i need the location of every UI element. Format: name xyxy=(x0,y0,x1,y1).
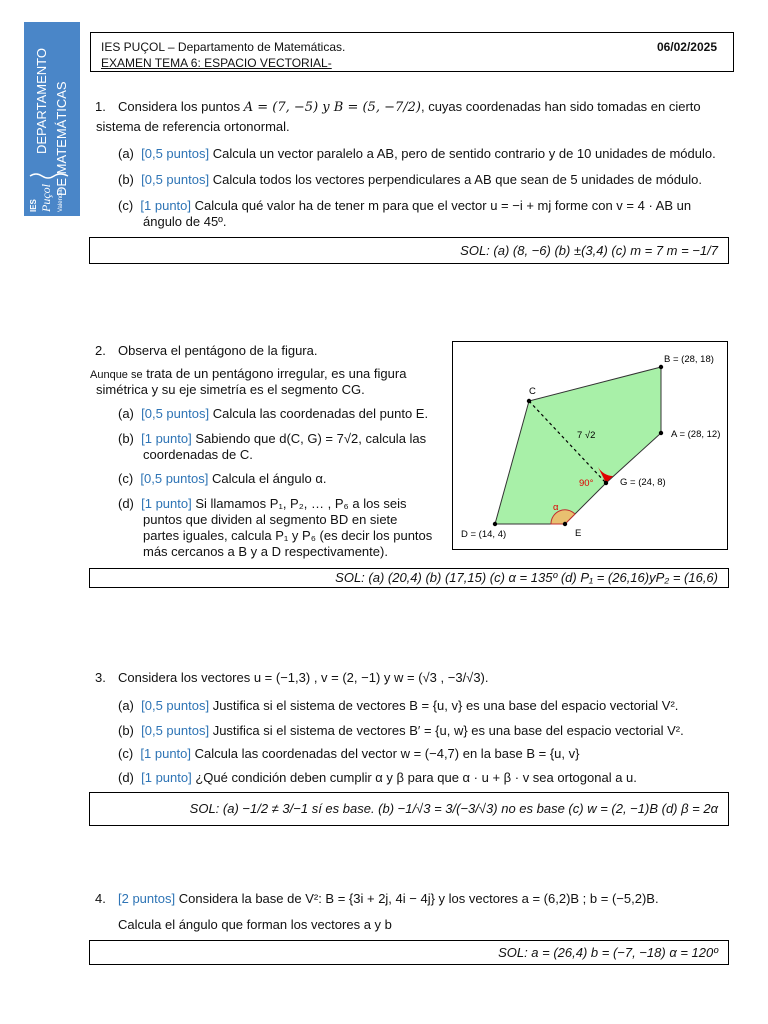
q2-a-label: (a) xyxy=(118,406,134,421)
department-logo xyxy=(24,22,80,216)
point-d xyxy=(493,522,497,526)
q2-p1 xyxy=(90,366,440,383)
logo-line1: DEPARTAMENTO xyxy=(34,48,49,154)
q1-intro-a: Considera los puntos xyxy=(118,99,241,114)
q1-b-label: (b) xyxy=(118,172,134,187)
q1-c-points: [1 punto] xyxy=(140,198,192,213)
q3-number: 3. xyxy=(95,670,106,685)
q3-part-a xyxy=(118,698,738,714)
q2-a-text: Calcula las coordenadas del punto E. xyxy=(212,406,429,421)
q2-intro: Observa el pentágono de la figura. xyxy=(118,343,318,358)
label-90: 90° xyxy=(579,478,594,489)
label-b: B = (28, 18) xyxy=(664,354,714,365)
q3-c-text: Calcula las coordenadas del vector w = (−4,7) en la base B = {u, v} xyxy=(194,746,580,761)
q2-b-label: (b) xyxy=(118,431,134,446)
q3-d-label: (d) xyxy=(118,770,134,785)
q2-solution: SOL: (a) (20,4) (b) (17,15) (c) α = 135º (d) P₁ = (26,16)yP₂ = (16,6) xyxy=(89,568,729,588)
q3-part-c xyxy=(118,746,738,762)
logo-region: Valencia xyxy=(58,189,64,212)
exam-title: EXAMEN TEMA 6: ESPACIO VECTORIAL- xyxy=(101,56,332,70)
pentagon-shape xyxy=(495,367,661,524)
q2-d-text4: más cercanos a B y a D respectivamente). xyxy=(143,544,388,559)
q2-d-text3: partes iguales, calcula P₁ y P₆ (es decir los puntos xyxy=(143,528,433,543)
q2-d-text2: puntos que dividen al segmento BD en siete xyxy=(143,512,398,527)
q1-c-text: Calcula qué valor ha de tener m para que el vector u = −i + mj forme con v = 4 · AB un xyxy=(194,198,692,213)
q2-p2: simétrica y su eje simetría es el segmento CG. xyxy=(96,382,365,397)
logo-ies: IES xyxy=(29,199,38,212)
q2-part-b xyxy=(118,431,448,447)
q2-p1a: Aunque se xyxy=(90,369,143,381)
q3-c-label: (c) xyxy=(118,746,134,761)
q2-part-d xyxy=(118,496,448,512)
q2-c-text: Calcula el ángulo α. xyxy=(211,471,327,486)
label-g: G = (24, 8) xyxy=(620,477,666,488)
q4-solution: SOL: a = (26,4) b = (−7, −18) α = 120º xyxy=(89,940,729,965)
q4-text-main: Considera la base de V²: B = {3i + 2j, 4i − 4j} y los vectores a = (6,2)B ; b = (−5,2)B. xyxy=(178,891,659,906)
q2-c-label: (c) xyxy=(118,471,134,486)
q3-d-points: [1 punto] xyxy=(141,770,192,785)
q3-part-b xyxy=(118,723,738,739)
q3-solution: SOL: (a) −1/2 ≠ 3/−1 sí es base. (b) −1/√3 = 3/(−3/√3) no es base (c) w = (2, −1)B (d) β = 2α xyxy=(89,792,729,826)
point-c xyxy=(527,399,531,403)
q2-p1b: trata de un pentágono irregular, es una figura xyxy=(146,366,407,381)
q2-b-text2: coordenadas de C. xyxy=(143,447,253,462)
q2-number: 2. xyxy=(95,343,106,358)
pentagon-figure xyxy=(452,341,728,550)
q3-d-text: ¿Qué condición deben cumplir α y β para que α · u + β · v sea ortogonal a u. xyxy=(195,770,637,785)
q1-intro-c: sistema de referencia ortonormal. xyxy=(96,119,290,134)
q1-intro-b: , cuyas coordenadas han sido tomadas en cierto xyxy=(420,99,701,114)
q2-b-points: [1 punto] xyxy=(141,431,192,446)
logo-name: Puçol xyxy=(39,184,53,212)
q1-a-text: Calcula un vector paralelo a AB, pero de sentido contrario y de 10 unidades de módulo. xyxy=(212,146,716,161)
q2-a-points: [0,5 puntos] xyxy=(141,406,210,421)
q1-intro xyxy=(118,99,738,116)
q3-b-points: [0,5 puntos] xyxy=(141,723,210,738)
q1-c-text2: ángulo de 45º. xyxy=(143,214,227,229)
logo-line2: DE MATEMÁTICAS xyxy=(54,81,69,196)
point-g xyxy=(604,481,608,485)
q2-d-text: Si llamamos P₁, P₂, … , P₆ a los seis xyxy=(195,496,407,511)
q2-b-text: Sabiendo que d(C, G) = 7√2, calcula las xyxy=(195,431,427,446)
q2-c-points: [0,5 puntos] xyxy=(140,471,209,486)
q1-c-label: (c) xyxy=(118,198,134,213)
q1-part-b xyxy=(118,172,738,188)
q1-part-c xyxy=(118,198,738,214)
q1-b-points: [0,5 puntos] xyxy=(141,172,210,187)
q4-text xyxy=(118,891,738,907)
label-d: D = (14, 4) xyxy=(461,529,507,540)
exam-header xyxy=(90,32,734,72)
label-alpha: α xyxy=(553,502,559,513)
q3-a-text: Justifica si el sistema de vectores B = {u, v} es una base del espacio vectorial V². xyxy=(212,698,679,713)
label-distance: 7 √2 xyxy=(577,430,596,441)
q2-part-c xyxy=(118,471,448,487)
school-name: IES PUÇOL – Departamento de Matemáticas. xyxy=(101,40,346,54)
q2-part-a xyxy=(118,406,448,422)
q3-part-d xyxy=(118,770,738,786)
q1-part-a xyxy=(118,146,738,162)
q3-c-points: [1 punto] xyxy=(140,746,192,761)
q1-number: 1. xyxy=(95,99,106,114)
point-b xyxy=(659,365,663,369)
q1-a-points: [0,5 puntos] xyxy=(141,146,210,161)
q4-text2: Calcula el ángulo que forman los vectores a y b xyxy=(118,917,392,932)
q1-intro-math: A = (7, −5) y B = (5, −7/2) xyxy=(243,100,421,115)
exam-date: 06/02/2025 xyxy=(656,40,717,54)
q3-a-points: [0,5 puntos] xyxy=(141,698,210,713)
department-logo-graphic xyxy=(28,26,76,212)
q1-solution: SOL: (a) (8, −6) (b) ±(3,4) (c) m = 7 m = −1/7 xyxy=(89,237,729,264)
q3-b-text: Justifica si el sistema de vectores B′ = {u, w} es una base del espacio vectorial V². xyxy=(212,723,684,738)
q3-b-label: (b) xyxy=(118,723,134,738)
q4-number: 4. xyxy=(95,891,106,906)
q2-d-label: (d) xyxy=(118,496,134,511)
q4-points: [2 puntos] xyxy=(118,891,176,906)
pentagon-svg xyxy=(453,342,727,549)
q1-b-text: Calcula todos los vectores perpendiculares a AB que sean de 5 unidades de módulo. xyxy=(212,172,702,187)
point-a xyxy=(659,431,663,435)
q2-d-points: [1 punto] xyxy=(141,496,192,511)
label-a: A = (28, 12) xyxy=(671,429,721,440)
point-e xyxy=(563,522,567,526)
label-e: E xyxy=(575,528,582,539)
q3-intro: Considera los vectores u = (−1,3) , v = (2, −1) y w = (√3 , −3/√3). xyxy=(118,670,489,685)
label-c: C xyxy=(529,386,536,397)
q1-a-label: (a) xyxy=(118,146,134,161)
q3-a-label: (a) xyxy=(118,698,134,713)
